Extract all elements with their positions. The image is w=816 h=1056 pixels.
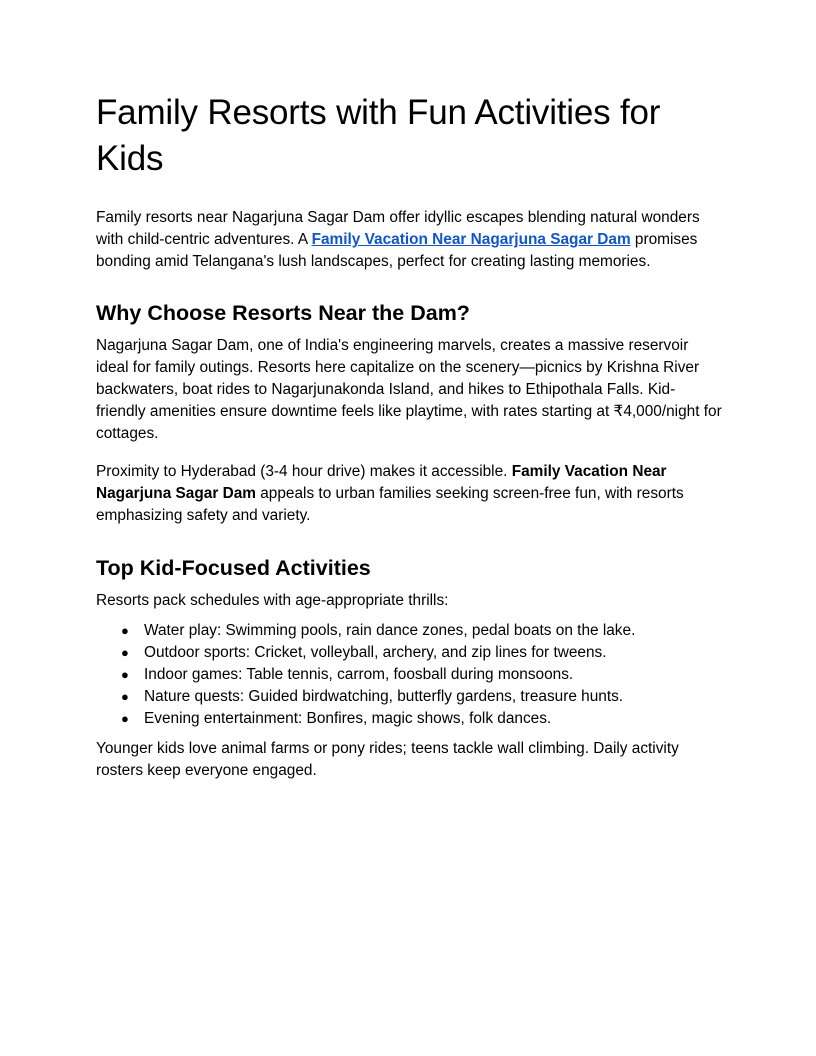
activities-closing-paragraph: Younger kids love animal farms or pony rides; teens tackle wall climbing. Daily activity rosters keep everyone engaged. — [96, 740, 679, 779]
bullet-icon: ● — [121, 645, 129, 660]
list-item — [121, 620, 724, 642]
bullet-icon: ● — [121, 711, 129, 726]
document-page — [96, 90, 724, 782]
list-item-text: Indoor games: Table tennis, carrom, foosball during monsoons. — [144, 666, 574, 683]
activities-lead: Resorts pack schedules with age-appropriate thrills: — [96, 592, 449, 609]
page-title: Family Resorts with Fun Activities for Kids — [96, 93, 661, 178]
section1-paragraph-2 — [96, 461, 724, 527]
family-vacation-link[interactable]: Family Vacation Near Nagarjuna Sagar Dam — [311, 231, 631, 248]
section1-para2-text-after: appeals to urban families seeking screen-free fun, with resorts emphasizing safety and variety. — [96, 485, 684, 524]
list-item — [121, 642, 724, 664]
list-item-text: Nature quests: Guided birdwatching, butterfly gardens, treasure hunts. — [144, 688, 624, 705]
bullet-icon: ● — [121, 667, 129, 682]
section-heading-why-choose: Why Choose Resorts Near the Dam? — [96, 301, 470, 325]
bullet-icon: ● — [121, 623, 129, 638]
intro-text-after-link: promises bonding amid Telangana's lush landscapes, perfect for creating lasting memories. — [96, 231, 698, 270]
section1-para2-text-before: Proximity to Hyderabad (3-4 hour drive) makes it accessible. — [96, 463, 512, 480]
intro-text-before-link: Family resorts near Nagarjuna Sagar Dam offer idyllic escapes blending natural wonders with child-centric adventures. A — [96, 209, 700, 248]
list-item-text: Water play: Swimming pools, rain dance zones, pedal boats on the lake. — [144, 622, 636, 639]
section1-paragraph-1: Nagarjuna Sagar Dam, one of India's engineering marvels, creates a massive reservoir ideal for family outings. Resorts here capitalize on the scenery—picnics by Krishna River backwaters, boat rides to Nagarjunakonda Island, and hikes to Ethipothala Falls. Kid-friendly amenities ensure downtime feels like playtime, with rates starting at ₹4,000/night for cottages. — [96, 337, 722, 442]
list-item-text: Outdoor sports: Cricket, volleyball, archery, and zip lines for tweens. — [144, 644, 607, 661]
section1-para2-bold-phrase: Family Vacation Near Nagarjuna Sagar Dam — [96, 463, 667, 502]
list-item-text: Evening entertainment: Bonfires, magic shows, folk dances. — [144, 710, 552, 727]
list-item — [121, 708, 724, 730]
section-heading-activities: Top Kid-Focused Activities — [96, 556, 371, 580]
list-item — [121, 686, 724, 708]
bullet-icon: ● — [121, 689, 129, 704]
intro-paragraph — [96, 207, 724, 273]
list-item — [121, 664, 724, 686]
activities-list — [96, 620, 724, 730]
